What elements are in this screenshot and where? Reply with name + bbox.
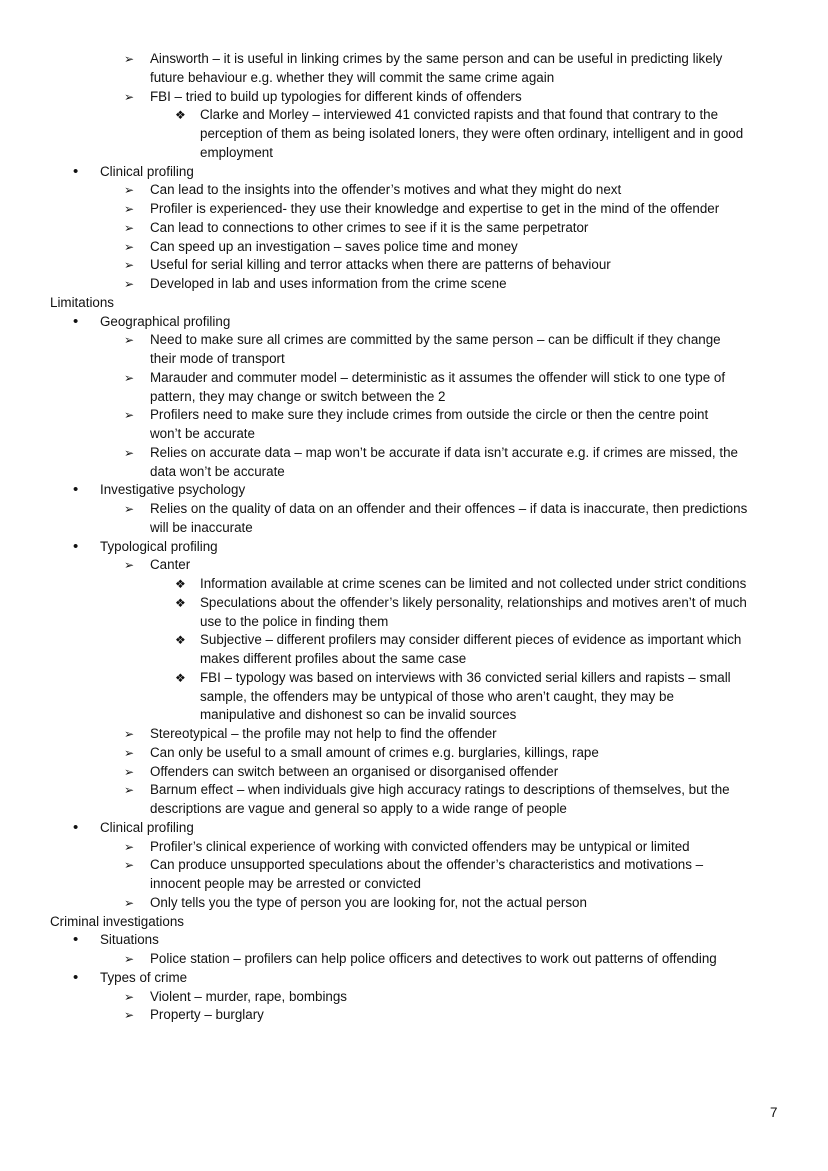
diamond-bullet-icon: ❖ [175, 595, 186, 610]
line-text: their mode of transport [150, 351, 285, 366]
arrow-bullet-icon: ➢ [124, 558, 135, 573]
line-text: Profiler is experienced- they use their knowledge and expertise to get in the mind of the offender [150, 201, 720, 216]
arrow-bullet-icon: ➢ [124, 839, 135, 854]
line-text: use to the police in finding them [200, 613, 389, 629]
arrow-bullet-icon: ➢ [124, 239, 135, 254]
line-text: FBI – tried to build up typologies for different kinds of offenders [150, 88, 522, 104]
arrow-item [0, 838, 828, 857]
diamond-item [0, 106, 828, 125]
line-text: Limitations [50, 294, 115, 310]
line-text: Canter [150, 557, 191, 573]
line-text: data won’t be accurate [150, 463, 285, 479]
arrow-bullet-icon: ➢ [124, 445, 135, 460]
arrow-bullet-icon: ➢ [124, 764, 135, 779]
bullet-icon: • [73, 818, 79, 836]
continuation-line [0, 350, 828, 369]
bullet-item [0, 481, 828, 500]
line-text: Relies on the quality of data on an offender and their offences – if data is inaccurate, then predictions [150, 501, 748, 516]
arrow-bullet-icon: ➢ [124, 858, 135, 873]
line-text: employment [200, 144, 273, 160]
line-text: Subjective – different profilers may consider different pieces of evidence as important which [200, 632, 742, 648]
line-text: Useful for serial killing and terror attacks when there are patterns of behaviour [150, 257, 611, 273]
line-text: Need to make sure all crimes are committed by the same person – can be difficult if they change [150, 332, 721, 348]
line-text: Can speed up an investigation – saves police time and money [150, 238, 518, 254]
diamond-bullet-icon: ❖ [175, 577, 186, 591]
diamond-bullet-icon: ❖ [175, 670, 186, 685]
continuation-line [0, 650, 828, 669]
arrow-bullet-icon: ➢ [124, 727, 135, 741]
arrow-bullet-icon: ➢ [124, 502, 135, 516]
arrow-bullet-icon: ➢ [124, 183, 135, 198]
bullet-icon: • [73, 312, 79, 330]
diamond-bullet-icon: ❖ [175, 633, 186, 648]
arrow-item [0, 88, 828, 107]
arrow-item [0, 369, 828, 388]
arrow-item [0, 181, 828, 200]
bullet-item [0, 931, 828, 950]
continuation-line [0, 613, 828, 632]
line-text: Can lead to connections to other crimes to see if it is the same perpetrator [150, 219, 589, 235]
section-heading [0, 294, 828, 313]
line-text: Barnum effect – when individuals give high accuracy ratings to descriptions of themselves, but the [150, 782, 730, 798]
line-text: pattern, they may change or switch between the 2 [150, 388, 446, 404]
arrow-bullet-icon: ➢ [124, 1008, 135, 1023]
line-text: Geographical profiling [100, 313, 231, 329]
bullet-icon: • [73, 162, 79, 180]
line-text: Developed in lab and uses information from the crime scene [150, 276, 507, 291]
continuation-line [0, 706, 828, 725]
arrow-item [0, 406, 828, 425]
arrow-bullet-icon: ➢ [124, 258, 135, 273]
continuation-line [0, 425, 828, 444]
arrow-bullet-icon: ➢ [124, 89, 135, 104]
arrow-bullet-icon: ➢ [124, 989, 135, 1004]
line-text: Can produce unsupported speculations about the offender’s characteristics and motivations – [150, 857, 704, 873]
line-text: Offenders can switch between an organised or disorganised offender [150, 763, 559, 779]
continuation-line [0, 519, 828, 538]
arrow-item [0, 444, 828, 463]
arrow-bullet-icon: ➢ [124, 408, 135, 423]
arrow-item [0, 50, 828, 69]
line-text: Types of crime [100, 969, 188, 985]
bullet-item [0, 969, 828, 988]
line-text: Situations [100, 932, 159, 948]
continuation-line [0, 800, 828, 819]
continuation-line [0, 688, 828, 707]
document-body [0, 50, 828, 1025]
diamond-item [0, 631, 828, 650]
line-text: Clinical profiling [100, 163, 194, 179]
bullet-icon: • [73, 931, 79, 949]
arrow-item [0, 781, 828, 800]
line-text: Criminal investigations [50, 913, 184, 929]
bullet-icon: • [73, 968, 79, 986]
line-text: Relies on accurate data – map won’t be accurate if data isn’t accurate e.g. if crimes are missed, the [150, 444, 738, 460]
line-text: Can only be useful to a small amount of crimes e.g. burglaries, killings, rape [150, 744, 599, 760]
arrow-bullet-icon: ➢ [124, 370, 135, 385]
continuation-line [0, 69, 828, 88]
bullet-item [0, 819, 828, 838]
arrow-bullet-icon: ➢ [124, 952, 135, 966]
arrow-item [0, 856, 828, 875]
arrow-item [0, 744, 828, 763]
continuation-line [0, 463, 828, 482]
line-text: Violent – murder, rape, bombings [150, 988, 348, 1004]
line-text: manipulative and dishonest so can be invalid sources [200, 707, 517, 723]
continuation-line [0, 125, 828, 144]
line-text: Marauder and commuter model – deterministic as it assumes the offender will stick to one type of [150, 369, 726, 385]
bullet-item [0, 163, 828, 182]
line-text: FBI – typology was based on interviews with 36 convicted serial killers and rapists – small [200, 669, 731, 685]
line-text: Information available at crime scenes can be limited and not collected under strict conditions [200, 576, 747, 591]
bullet-item [0, 538, 828, 557]
arrow-item [0, 725, 828, 744]
line-text: Investigative psychology [100, 482, 246, 498]
arrow-item [0, 331, 828, 350]
bullet-icon: • [73, 537, 79, 555]
section-heading [0, 913, 828, 932]
diamond-item [0, 594, 828, 613]
page-number: 7 [770, 1105, 778, 1120]
line-text: makes different profiles about the same case [200, 651, 467, 666]
arrow-item [0, 988, 828, 1007]
arrow-item [0, 894, 828, 913]
diamond-item [0, 669, 828, 688]
arrow-bullet-icon: ➢ [124, 745, 135, 760]
diamond-item [0, 575, 828, 594]
arrow-item [0, 238, 828, 257]
arrow-item [0, 200, 828, 219]
line-text: Profilers need to make sure they include crimes from outside the circle or then the centre point [150, 407, 709, 423]
line-text: innocent people may be arrested or convicted [150, 876, 421, 891]
line-text: Clarke and Morley – interviewed 41 convicted rapists and that found that contrary to the [200, 107, 719, 123]
line-text: perception of them as being isolated loners, they were often ordinary, intelligent and in good [200, 126, 744, 141]
continuation-line [0, 144, 828, 163]
line-text: Clinical profiling [100, 819, 194, 835]
line-text: Profiler’s clinical experience of working with convicted offenders may be untypical or limited [150, 838, 690, 854]
diamond-bullet-icon: ❖ [175, 108, 186, 123]
line-text: won’t be accurate [150, 426, 255, 441]
line-text: future behaviour e.g. whether they will commit the same crime again [150, 69, 555, 85]
arrow-item [0, 1006, 828, 1025]
line-text: Only tells you the type of person you are looking for, not the actual person [150, 894, 587, 910]
line-text: Typological profiling [100, 538, 218, 554]
line-text: descriptions are vague and general so apply to a wide range of people [150, 801, 567, 816]
line-text: sample, the offenders may be untypical of those who aren’t caught, they may be [200, 688, 674, 704]
bullet-item [0, 313, 828, 332]
arrow-item [0, 950, 828, 969]
arrow-bullet-icon: ➢ [124, 277, 135, 291]
line-text: Ainsworth – it is useful in linking crimes by the same person and can be useful in predicting likely [150, 51, 723, 66]
arrow-item [0, 500, 828, 519]
continuation-line [0, 875, 828, 894]
arrow-bullet-icon: ➢ [124, 333, 135, 348]
arrow-bullet-icon: ➢ [124, 895, 135, 910]
arrow-item [0, 556, 828, 575]
bullet-icon: • [73, 481, 79, 499]
line-text: Stereotypical – the profile may not help to find the offender [150, 726, 497, 741]
arrow-bullet-icon: ➢ [124, 783, 135, 798]
line-text: will be inaccurate [150, 519, 253, 535]
line-text: Police station – profilers can help police officers and detectives to work out patterns of offending [150, 951, 717, 966]
arrow-bullet-icon: ➢ [124, 202, 135, 216]
arrow-item [0, 219, 828, 238]
continuation-line [0, 388, 828, 407]
arrow-item [0, 275, 828, 294]
line-text: Speculations about the offender’s likely personality, relationships and motives aren’t of much [200, 594, 747, 610]
line-text: Property – burglary [150, 1007, 264, 1023]
arrow-item [0, 256, 828, 275]
arrow-item [0, 763, 828, 782]
arrow-bullet-icon: ➢ [124, 220, 135, 235]
arrow-bullet-icon: ➢ [124, 52, 135, 66]
line-text: Can lead to the insights into the offender’s motives and what they might do next [150, 182, 622, 198]
